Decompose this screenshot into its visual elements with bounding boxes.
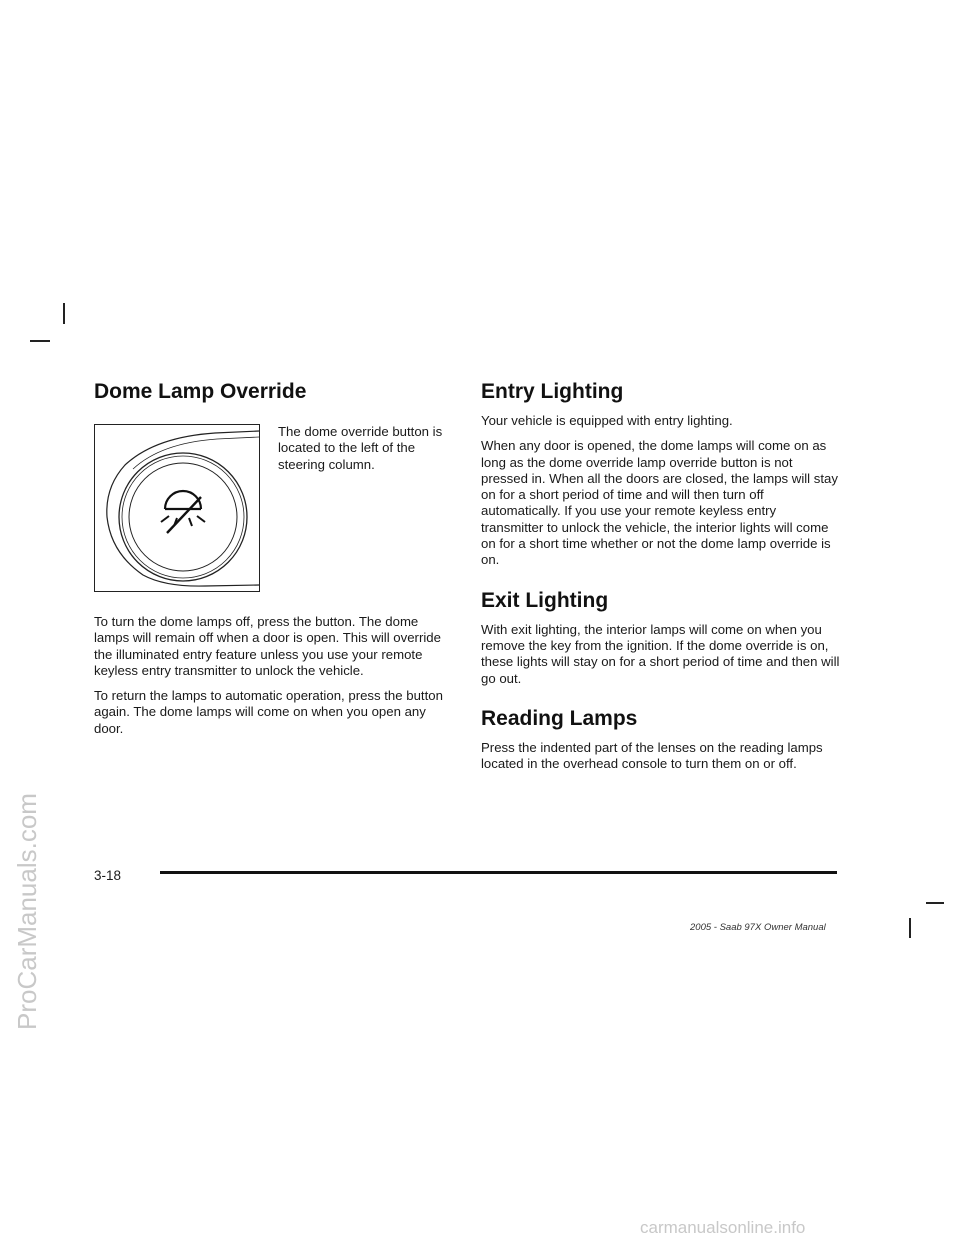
crop-mark-bottom-vertical — [909, 918, 911, 938]
body-paragraph: To turn the dome lamps off, press the button. The dome lamps will remain off when a door is open. This will override the illuminated entry feature unless you use your remote keyless entry transmitter to unlock the vehicle. — [94, 614, 441, 678]
entry-lighting-section — [481, 380, 841, 569]
caption-text: The dome override button is located to the left of the steering column. — [278, 424, 443, 472]
figure-caption — [278, 424, 458, 482]
section-heading-exit-lighting: Exit Lighting — [481, 588, 609, 612]
section-heading-dome-lamp: Dome Lamp Override — [94, 380, 307, 403]
crop-mark-bottom-horizontal — [926, 902, 944, 904]
dome-lamp-body — [94, 614, 454, 746]
body-paragraph: Press the indented part of the lenses on the reading lamps located in the overhead console to turn them on or off. — [481, 739, 823, 772]
side-watermark-text: ProCarManuals.com — [12, 793, 42, 1030]
crop-mark-top-vertical — [63, 303, 65, 324]
footer-text: 2005 - Saab 97X Owner Manual — [690, 922, 826, 933]
dome-override-button-icon — [95, 425, 259, 591]
section-heading-reading-lamps: Reading Lamps — [481, 706, 638, 730]
reading-lamps-section — [481, 707, 841, 773]
dome-lamp-section — [94, 380, 454, 404]
body-paragraph: With exit lighting, the interior lamps will come on when you remove the key from the ignition. If the dome override is on, these lights will stay on for a short period of time and then will go out. — [481, 621, 840, 686]
crop-mark-top-horizontal — [30, 340, 50, 342]
page-number: 3-18 — [94, 868, 122, 883]
right-column — [481, 380, 841, 781]
body-paragraph: Your vehicle is equipped with entry lighting. — [481, 413, 733, 428]
exit-lighting-section — [481, 589, 841, 687]
footer-rule — [160, 871, 837, 874]
dome-override-figure — [94, 424, 260, 592]
body-paragraph: When any door is opened, the dome lamps will come on as long as the dome override lamp override button is not pressed in. When all the doors are closed, the lamps will stay on for a short period of time and will then turn off automatically. If you use your remote keyless entry transmitter to unlock the vehicle, the interior lights will come on for a short time whether or not the dome lamp override is on. — [481, 438, 838, 568]
section-heading-entry-lighting: Entry Lighting — [481, 380, 624, 403]
body-paragraph: To return the lamps to automatic operation, press the button again. The dome lamps will come on when you open any door. — [94, 688, 443, 736]
bottom-watermark: carmanualsonline.info — [640, 1218, 806, 1237]
